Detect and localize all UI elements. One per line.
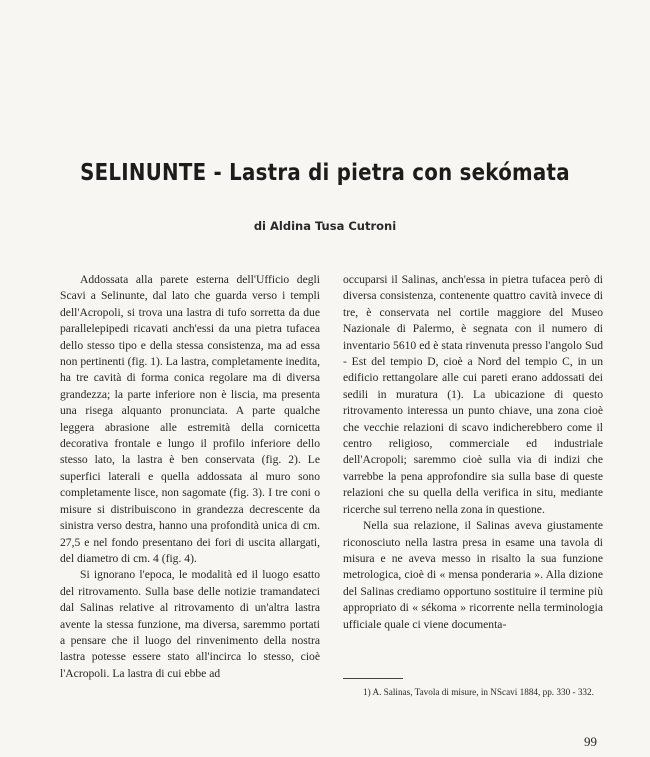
footnote-rule <box>343 678 403 679</box>
page-number: 99 <box>584 734 597 749</box>
paragraph: Nella sua relazione, il Salinas aveva giustamente riconosciuto nella lastra presa in esame una tavola di misura e ne aveva messo in risalto la sua funzione metrologica, cioè di « mensa ponderaria ». Alla dizione del Salinas crediamo opportuno sostituire il termine più appropriato di « sékoma » ricorrente nella terminologia ufficiale quale ci viene documenta- <box>343 519 603 631</box>
footnote: 1) A. Salinas, Tavola di misure, in NScavi 1884, pp. 330 - 332. <box>363 687 594 697</box>
right-column <box>343 272 603 633</box>
paragraph: occuparsi il Salinas, anch'essa in pietra tufacea però di diversa consistenza, contenente quattro cavità invece di tre, è conservata nel cortile maggiore del Museo Nazionale di Palermo, è segnata con il numero di inventario 5610 ed è stata rinvenuta presso l'angolo Sud - Est del tempio D, cioè a Nord del tempio C, in un edificio rettangolare alle cui pareti erano addossati dei sedili in muratura (1). La ubicazione di questo ritrovamento interessa un punto chiave, una zona cioè che vecchie relazioni di scavo indicherebbero come il centro religioso, commerciale ed industriale dell'Acropoli; saremmo cioè sulla via di indizi che varrebbe la pena approfondire sia sulla base di queste relazioni che su quella della verifica in situ, mediante ricerche sul terreno nella zona in questione. <box>343 273 603 516</box>
paragraph: Addossata alla parete esterna dell'Ufficio degli Scavi a Selinunte, dal lato che guarda verso i templi dell'Acropoli, si trova una lastra di tufo sorretta da due parallelepipedi ricavati anch'essi da una pietra tufacea dello stesso tipo e della stessa consistenza, ma ad essa non pertinenti (fig. 1). La lastra, completamente inedita, ha tre cavità di forma conica regolare ma di diversa grandezza; la parte inferiore non è liscia, ma presenta una risega alquanto pronunciata. A parte qualche leggera abrasione alle estremità della cornicetta decorativa frontale e lungo il profilo inferiore dello stesso lato, la lastra è ben conservata (fig. 2). Le superfici laterali e quella addossata al muro sono completamente lisce, non sagomate (fig. 3). I tre coni o misure si distribuiscono in grandezza decrescente da sinistra verso destra, hanno una profondità unica di cm. 27,5 e nel fondo presentano dei fori di uscita allargati, del diametro di cm. 4 (fig. 4). <box>60 273 320 565</box>
article-byline: di Aldina Tusa Cutroni <box>253 219 397 233</box>
left-column <box>60 272 320 682</box>
paragraph: Si ignorano l'epoca, le modalità ed il luogo esatto del ritrovamento. Sulla base delle notizie tramandateci dal Salinas relative al ritrovamento di un'altra lastra avente la stessa funzione, ma diversa, saremmo portati a pensare che il luogo del rinvenimento della nostra lastra potesse essere stato all'incirca lo stesso, cioè l'Acropoli. La lastra di cui ebbe ad <box>60 568 320 680</box>
article-title: SELINUNTE - Lastra di pietra con sekómata <box>80 160 570 186</box>
